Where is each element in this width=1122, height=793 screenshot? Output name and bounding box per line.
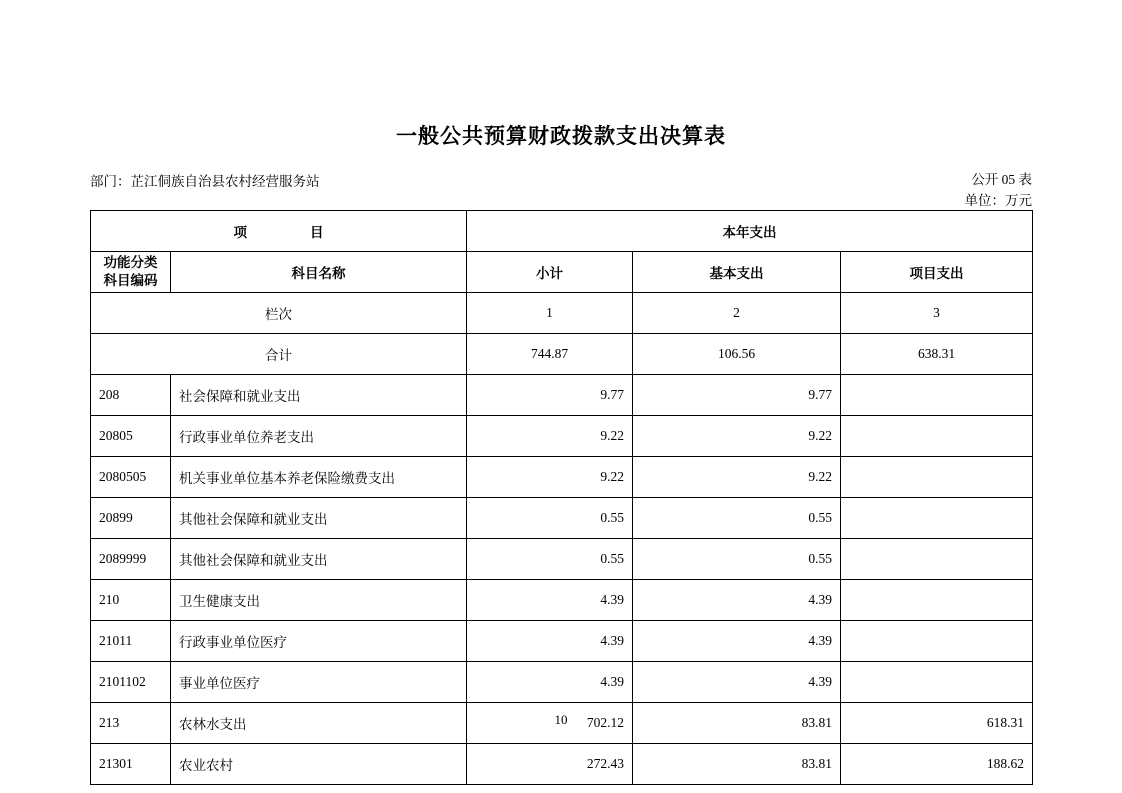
column-index-subtotal: 1 <box>467 293 633 334</box>
row-name: 机关事业单位基本养老保险缴费支出 <box>171 457 467 498</box>
row-project <box>841 621 1033 662</box>
header-year-expense-group: 本年支出 <box>467 211 1033 252</box>
form-number: 公开 05 表 <box>971 172 1032 187</box>
row-basic: 0.55 <box>633 498 841 539</box>
row-project <box>841 580 1033 621</box>
row-subtotal: 0.55 <box>467 498 633 539</box>
table-row <box>91 539 1033 580</box>
page-title: 一般公共预算财政拨款支出决算表 <box>396 124 726 148</box>
row-basic: 0.55 <box>633 539 841 580</box>
unit-label: 单位：万元 <box>964 192 1032 208</box>
row-code: 2080505 <box>91 457 171 498</box>
row-name: 社会保障和就业支出 <box>171 375 467 416</box>
row-name: 行政事业单位养老支出 <box>171 416 467 457</box>
row-subtotal: 702.12 <box>467 703 633 744</box>
column-header-subject-name: 科目名称 <box>171 252 467 293</box>
row-subtotal: 272.43 <box>467 744 633 785</box>
total-subtotal: 744.87 <box>467 334 633 375</box>
column-header-project-expense: 项目支出 <box>841 252 1033 293</box>
row-subtotal: 4.39 <box>467 662 633 703</box>
row-project <box>841 457 1033 498</box>
row-project <box>841 498 1033 539</box>
row-code: 208 <box>91 375 171 416</box>
column-header-func-code <box>91 252 171 293</box>
table-group-header-row <box>91 211 1033 252</box>
row-code: 210 <box>91 580 171 621</box>
row-subtotal: 9.77 <box>467 375 633 416</box>
document-meta <box>90 170 1032 212</box>
page-number: 10 <box>554 712 568 727</box>
row-subtotal: 9.22 <box>467 457 633 498</box>
table-column-index-row <box>91 293 1033 334</box>
row-basic: 4.39 <box>633 662 841 703</box>
total-project: 638.31 <box>841 334 1033 375</box>
row-project <box>841 539 1033 580</box>
table-row <box>91 498 1033 539</box>
row-code: 21011 <box>91 621 171 662</box>
row-basic: 9.22 <box>633 416 841 457</box>
column-index-label: 栏次 <box>91 293 467 334</box>
total-label: 合计 <box>91 334 467 375</box>
row-basic: 83.81 <box>633 703 841 744</box>
table-row <box>91 580 1033 621</box>
row-basic: 9.22 <box>633 457 841 498</box>
row-project: 618.31 <box>841 703 1033 744</box>
column-header-func-code-line1: 功能分类 <box>103 254 158 270</box>
row-name: 事业单位医疗 <box>171 662 467 703</box>
table-row <box>91 621 1033 662</box>
table-column-header-row <box>91 252 1033 293</box>
row-name: 农业农村 <box>171 744 467 785</box>
row-subtotal: 4.39 <box>467 580 633 621</box>
row-basic: 4.39 <box>633 580 841 621</box>
row-basic: 4.39 <box>633 621 841 662</box>
row-project <box>841 662 1033 703</box>
row-name: 农林水支出 <box>171 703 467 744</box>
table-row <box>91 662 1033 703</box>
table-row <box>91 457 1033 498</box>
row-code: 2089999 <box>91 539 171 580</box>
header-item-group: 项 目 <box>91 211 467 252</box>
row-basic: 83.81 <box>633 744 841 785</box>
row-project: 188.62 <box>841 744 1033 785</box>
form-meta <box>965 170 1033 212</box>
row-subtotal: 4.39 <box>467 621 633 662</box>
row-subtotal: 9.22 <box>467 416 633 457</box>
table-row <box>91 744 1033 785</box>
budget-expenditure-table <box>90 210 1033 785</box>
row-name: 其他社会保障和就业支出 <box>171 498 467 539</box>
table-total-row <box>91 334 1033 375</box>
row-code: 20805 <box>91 416 171 457</box>
column-index-project: 3 <box>841 293 1033 334</box>
column-index-basic: 2 <box>633 293 841 334</box>
column-header-basic-expense: 基本支出 <box>633 252 841 293</box>
table-row <box>91 375 1033 416</box>
row-code: 213 <box>91 703 171 744</box>
row-name: 卫生健康支出 <box>171 580 467 621</box>
row-code: 21301 <box>91 744 171 785</box>
department-label: 部门：芷江侗族自治县农村经营服务站 <box>90 174 320 189</box>
row-name: 其他社会保障和就业支出 <box>171 539 467 580</box>
row-project <box>841 416 1033 457</box>
total-basic: 106.56 <box>633 334 841 375</box>
column-header-func-code-line2: 科目编码 <box>103 273 158 288</box>
column-header-subtotal: 小计 <box>467 252 633 293</box>
table-row <box>91 416 1033 457</box>
row-name: 行政事业单位医疗 <box>171 621 467 662</box>
row-code: 2101102 <box>91 662 171 703</box>
row-code: 20899 <box>91 498 171 539</box>
row-basic: 9.77 <box>633 375 841 416</box>
row-project <box>841 375 1033 416</box>
row-subtotal: 0.55 <box>467 539 633 580</box>
